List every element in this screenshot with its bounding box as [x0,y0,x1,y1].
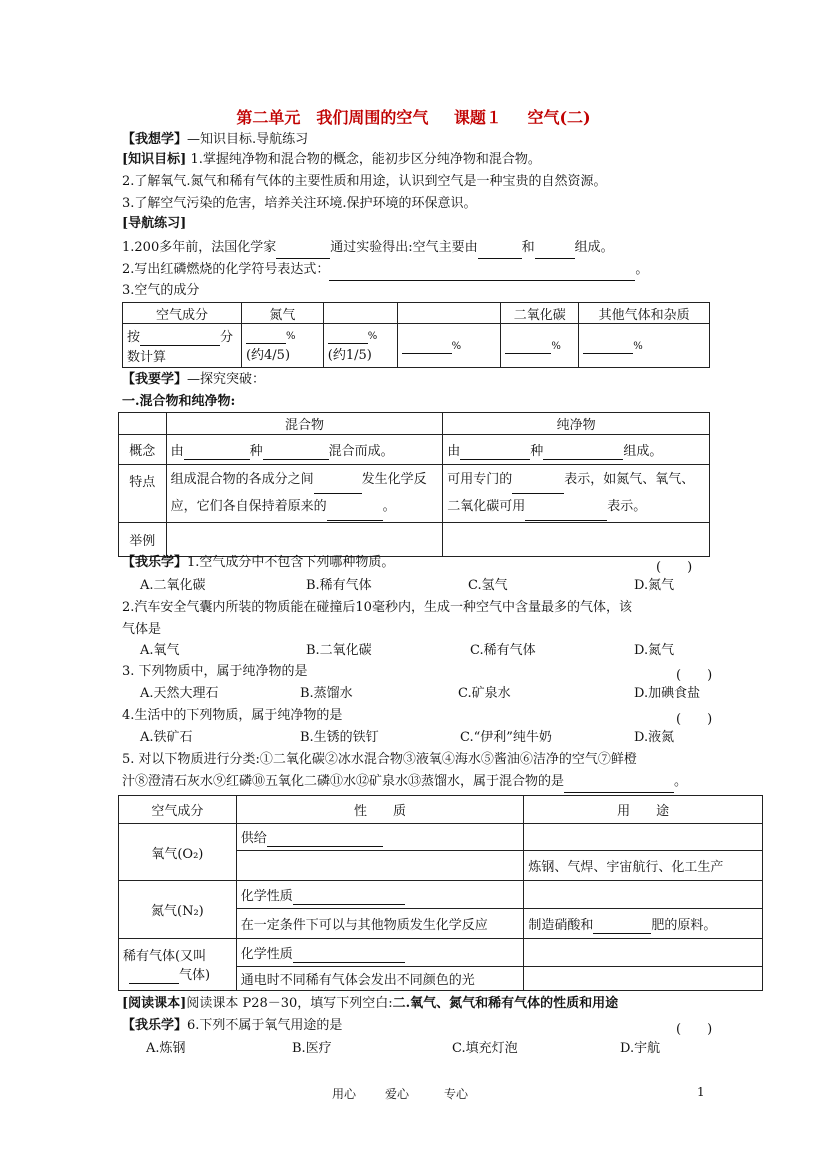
woyaoxue-text: —探究突破： [187,372,266,387]
option[interactable]: A.氧气 [140,643,180,658]
nav-question-1 [122,238,614,258]
blank[interactable] [564,772,674,793]
blank[interactable] [327,494,383,521]
section-heading-1: 一.混合物和纯净物: [122,394,236,409]
page-title: 第二单元 我们周围的空气 课题１ 空气(二) [236,108,591,127]
use-cell: 炼钢、气焊、宇宙航行、化工生产 [524,851,763,881]
blank[interactable] [246,328,286,344]
use-cell[interactable] [524,824,763,851]
question-text: 1.空气成分中不包含下列哪种物质。 [187,555,395,570]
option[interactable]: A.炼钢 [146,1041,186,1056]
question-3: 3. 下列物质中，属于纯净物的是 [122,664,308,679]
woxiangxue-line [122,130,308,150]
wolexue-label: 【我乐学】 [122,1018,188,1033]
percent-sign: % [633,340,643,352]
row-label-cell [123,324,242,368]
header-cell: 其他气体和杂质 [579,303,710,324]
q2-end: 。 [635,262,649,277]
pure-example-cell[interactable] [443,523,710,557]
option[interactable]: B.蒸馏水 [300,686,353,701]
answer-paren[interactable]: ( ) [676,668,713,683]
text: 表示。 [607,498,647,514]
header-cell: 氮气 [241,303,323,324]
text: 种 [530,443,544,459]
option[interactable]: D.氮气 [634,578,675,593]
option[interactable]: B.医疗 [292,1041,332,1056]
use-cell [524,909,763,939]
q1-text-b: 通过实验得出:空气主要由 [330,240,478,255]
goal-3: 3.了解空气污染的危害，培养关注环境.保护环境的环保意识。 [122,196,477,211]
mix-concept-cell [166,435,443,465]
option[interactable]: B.稀有气体 [306,578,372,593]
text: 组成。 [623,443,663,459]
text: 由 [447,443,461,459]
text: 二氧化碳可用 [447,498,526,514]
wolexue-label: 【我乐学】 [122,555,188,570]
co2-cell [501,324,579,368]
footer-text: 专心 [444,1087,469,1101]
header-cell: 空气成分 [119,796,237,824]
answer-paren[interactable]: ( ) [656,560,693,575]
answer-paren[interactable]: ( ) [676,1022,713,1037]
gas-properties-table [118,795,763,991]
blank[interactable] [129,968,179,984]
footer-text: 爱心 [385,1087,410,1101]
nav-question-3: 3.空气的成分 [122,283,200,298]
air-composition-table [122,302,710,368]
question-5-line-2 [122,772,687,792]
option[interactable]: D.加碘食盐 [634,686,701,701]
text: 肥的原料。 [651,917,717,933]
reading-line [122,994,618,1014]
text: 应，它们各自保持着原来的 [170,498,327,514]
question-text: 汁⑧澄清石灰水⑨红磷⑩五氧化二磷⑪水⑫矿泉水⑬蒸馏水，属于混合物的是 [122,774,565,789]
blank[interactable] [314,467,362,494]
row-label: 特点 [119,465,167,523]
note: (约1/5) [327,348,372,363]
option[interactable]: B.生锈的铁钉 [300,730,379,745]
question-4: 4.生活中的下列物质，属于纯净物的是 [122,708,343,723]
text: 由 [170,443,184,459]
blank[interactable] [267,831,383,847]
header-cell: 二氧化碳 [501,303,579,324]
header-cell: 纯净物 [443,413,710,435]
text: 制造硝酸和 [528,917,594,933]
header-cell [323,303,397,324]
blank[interactable] [460,444,530,460]
option[interactable]: C.填充灯泡 [452,1041,518,1056]
pure-feature-cell [443,465,710,523]
blank[interactable] [505,338,551,354]
row-label: 举例 [119,523,167,557]
blank[interactable] [329,260,635,281]
question-end: 。 [674,774,688,789]
text: 组成混合物的各成分之间 [170,471,314,487]
option[interactable]: D.氮气 [634,643,675,658]
answer-paren[interactable]: ( ) [676,712,713,727]
blank[interactable] [478,238,522,259]
label-part: 分 [220,330,234,345]
header-cell: 混合物 [166,413,443,435]
blank[interactable] [140,330,220,346]
mixture-pure-table [118,412,710,557]
q2-text: 2.写出红磷燃烧的化学符号表达式： [122,262,330,277]
header-cell: 空气成分 [123,303,242,324]
row-label: 概念 [119,435,167,465]
blank[interactable] [583,338,633,354]
gas-name-cell: 氮气(N₂) [119,881,237,939]
text: 供给 [240,831,267,846]
woyaoxue-label: 【我要学】 [122,372,188,387]
header-cell: 性 质 [236,796,524,824]
question-5-line-1: 5. 对以下物质进行分类:①二氧化碳②冰水混合物③液氧④海水⑤酱油⑥洁净的空气⑦鲜橙 [122,752,637,767]
blank[interactable] [184,444,250,460]
property-cell [236,881,524,909]
blank[interactable] [543,444,623,460]
pure-concept-cell [443,435,710,465]
option[interactable]: D.宇航 [620,1041,661,1056]
woxiangxue-text: —知识目标.导航练习 [187,132,309,147]
q1-text-a: 1.200多年前，法国化学家 [122,240,277,255]
gas-name-cell: 氧气(O₂) [119,824,237,881]
percent-sign: % [285,331,296,342]
zhishi-label: [知识目标] [122,152,187,167]
percent-sign: % [367,331,378,342]
blank[interactable] [525,494,607,521]
question-2-line-2: 气体是 [122,622,162,637]
use-cell[interactable] [524,881,763,909]
text: 表示，如氮气、氧气、 [564,471,695,487]
question-2-line-1: 2.汽车安全气囊内所装的物质能在碰撞后10毫秒内，生成一种空气中含量最多的气体，该 [122,600,632,615]
text: 。 [382,498,396,514]
text: 发生化学反 [361,471,427,487]
daohang-label: [导航练习] [122,216,187,231]
text: 化学性质 [240,946,293,962]
question-text: 6.下列不属于氧气用途的是 [187,1018,343,1033]
label-part: 按 [127,330,141,345]
property-cell: 在一定条件下可以与其他物质发生化学反应 [236,909,524,939]
property-cell: 通电时不同稀有气体会发出不同颜色的光 [236,967,524,991]
header-cell [397,303,501,324]
percent-sign: % [551,340,561,352]
header-cell: 用 途 [524,796,763,824]
question-1 [122,553,394,573]
q1-text-c: 和 [521,240,535,255]
use-cell[interactable] [524,967,763,991]
option[interactable]: A.二氧化碳 [140,578,206,593]
note: (约4/5) [245,348,291,363]
rare-gas-cell [397,324,501,368]
mix-feature-cell [166,465,443,523]
option[interactable]: C.稀有气体 [470,643,536,658]
blank[interactable] [263,444,329,460]
mix-example-cell[interactable] [166,523,443,557]
blank[interactable] [293,889,405,905]
option[interactable]: A.天然大理石 [140,686,219,701]
goal-1: 1.掌握纯净物和混合物的概念，能初步区分纯净物和混合物。 [190,152,541,167]
property-cell [236,939,524,967]
goal-2: 2.了解氧气.氮气和稀有气体的主要性质和用途，认识到空气是一种宝贵的自然资源。 [122,174,607,189]
goal-1-line [122,150,541,170]
percent-sign: % [451,340,462,352]
other-cell [579,324,710,368]
option[interactable]: C.“伊利”纯牛奶 [460,730,552,745]
woyaoxue-line [122,370,265,390]
gas-name-cell [119,939,237,991]
option[interactable]: C.矿泉水 [458,686,511,701]
blank[interactable] [593,918,651,934]
option[interactable]: C.氢气 [468,578,508,593]
page-number: 1 [697,1085,705,1099]
option[interactable]: D.液氮 [634,730,675,745]
blank[interactable] [402,338,452,354]
option[interactable]: A.铁矿石 [140,730,193,745]
text: 混合而成。 [328,443,394,459]
label-part: 数计算 [127,350,167,365]
property-cell [236,824,524,851]
text: 种 [249,443,263,459]
nav-question-2 [122,260,648,280]
blank[interactable] [293,947,405,963]
blank[interactable] [512,467,564,494]
reading-text: 阅读课本 P28－30，填写下列空白: [186,996,393,1011]
text: 可用专门的 [447,471,513,487]
nitrogen-cell [241,324,323,368]
oxygen-cell [323,324,397,368]
footer-text: 用心 [332,1087,357,1101]
woxiangxue-label: 【我想学】 [122,132,188,147]
property-cell[interactable] [236,851,524,881]
option[interactable]: B.二氧化碳 [306,643,372,658]
text: 化学性质 [240,888,293,904]
section-heading-2: 二.氧气、氮气和稀有气体的性质和用途 [392,996,619,1011]
use-cell[interactable] [524,939,763,967]
text: 气体) [179,968,211,983]
blank[interactable] [535,238,575,259]
blank[interactable] [328,328,368,344]
q1-text-d: 组成。 [574,240,614,255]
blank[interactable] [276,238,330,259]
text: 稀有气体(又叫 [123,949,207,964]
question-6 [122,1016,342,1036]
reading-label: [阅读课本] [122,996,187,1011]
